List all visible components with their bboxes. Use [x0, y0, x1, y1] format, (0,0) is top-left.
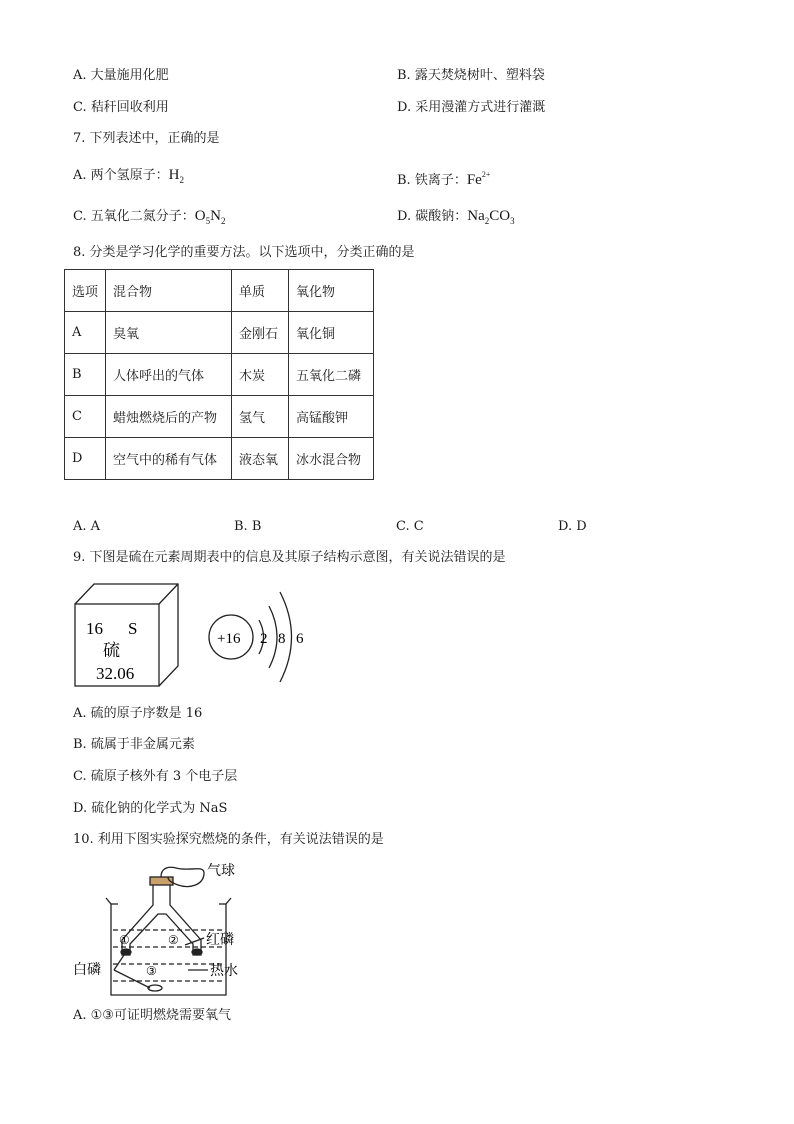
- nucleus-charge: +16: [217, 631, 241, 647]
- table-row: 选项 混合物 单质 氧化物: [65, 270, 374, 312]
- formula-h: $H_2$: [168, 167, 184, 185]
- shell-1-count: 2: [260, 631, 268, 647]
- table-row: D 空气中的稀有气体 液态氧 冰水混合物: [65, 438, 374, 480]
- red-phosphorus-label: 红磷: [206, 933, 234, 948]
- q9-option-c: C. 硫原子核外有 3 个电子层: [73, 769, 238, 784]
- q7-stem: 7. 下列表述中，正确的是: [73, 131, 220, 146]
- mark-1: ①: [119, 933, 130, 947]
- q9-stem: 9. 下图是硫在元素周期表中的信息及其原子结构示意图，有关说法错误的是: [73, 550, 506, 565]
- mark-3: ③: [146, 964, 157, 978]
- white-phosphorus-label: 白磷: [73, 963, 101, 978]
- q6-option-a: A. 大量施用化肥: [73, 68, 169, 83]
- q7-option-d-label: D. 碳酸钠：: [397, 209, 468, 224]
- q10-stem: 10. 利用下图实验探究燃烧的条件，有关说法错误的是: [73, 832, 384, 847]
- q7-option-c-label: C. 五氧化二氮分子：: [73, 209, 195, 224]
- q9-option-b: B. 硫属于非金属元素: [73, 737, 195, 752]
- q6-option-b: B. 露天焚烧树叶、塑料袋: [397, 68, 545, 83]
- formula-na2co3: $Na_2CO_3$: [467, 208, 515, 226]
- element-number: 16: [86, 619, 103, 638]
- q6-option-c: C. 秸秆回收利用: [73, 100, 169, 115]
- table-row: C 蜡烛燃烧后的产物 氢气 高锰酸钾: [65, 396, 374, 438]
- shell-2-count: 8: [278, 631, 286, 647]
- q8-option-d: D. D: [558, 519, 587, 534]
- element-symbol: S: [128, 619, 138, 638]
- mark-2: ②: [168, 933, 179, 947]
- table-row: B 人体呼出的气体 木炭 五氧化二磷: [65, 354, 374, 396]
- element-name: 硫: [103, 641, 120, 660]
- q6-option-d: D. 采用漫灌方式进行灌溉: [397, 100, 546, 115]
- q8-option-c: C. C: [396, 519, 424, 534]
- table-row: A 臭氧 金刚石 氧化铜: [65, 312, 374, 354]
- q8-option-a: A. A: [73, 519, 101, 534]
- formula-o5n2: $O_5N_2$: [194, 208, 226, 226]
- q8-stem: 8. 分类是学习化学的重要方法。以下选项中，分类正确的是: [73, 245, 415, 260]
- q8-option-b: B. B: [234, 519, 262, 534]
- element-mass: 32.06: [96, 664, 135, 683]
- q10-option-a: A. ①③可证明燃烧需要氧气: [73, 1008, 231, 1023]
- q7-option-b-label: B. 铁离子：: [397, 173, 467, 188]
- hot-water-label: 热水: [210, 964, 238, 979]
- formula-fe: $Fe^{2+}$: [466, 170, 491, 188]
- q9-option-a: A. 硫的原子序数是 16: [73, 706, 203, 721]
- q7-option-a-label: A. 两个氢原子：: [73, 168, 169, 183]
- shell-3-count: 6: [296, 631, 304, 647]
- balloon-label: 气球: [207, 864, 235, 879]
- q9-option-d: D. 硫化钠的化学式为 NaS: [73, 801, 228, 816]
